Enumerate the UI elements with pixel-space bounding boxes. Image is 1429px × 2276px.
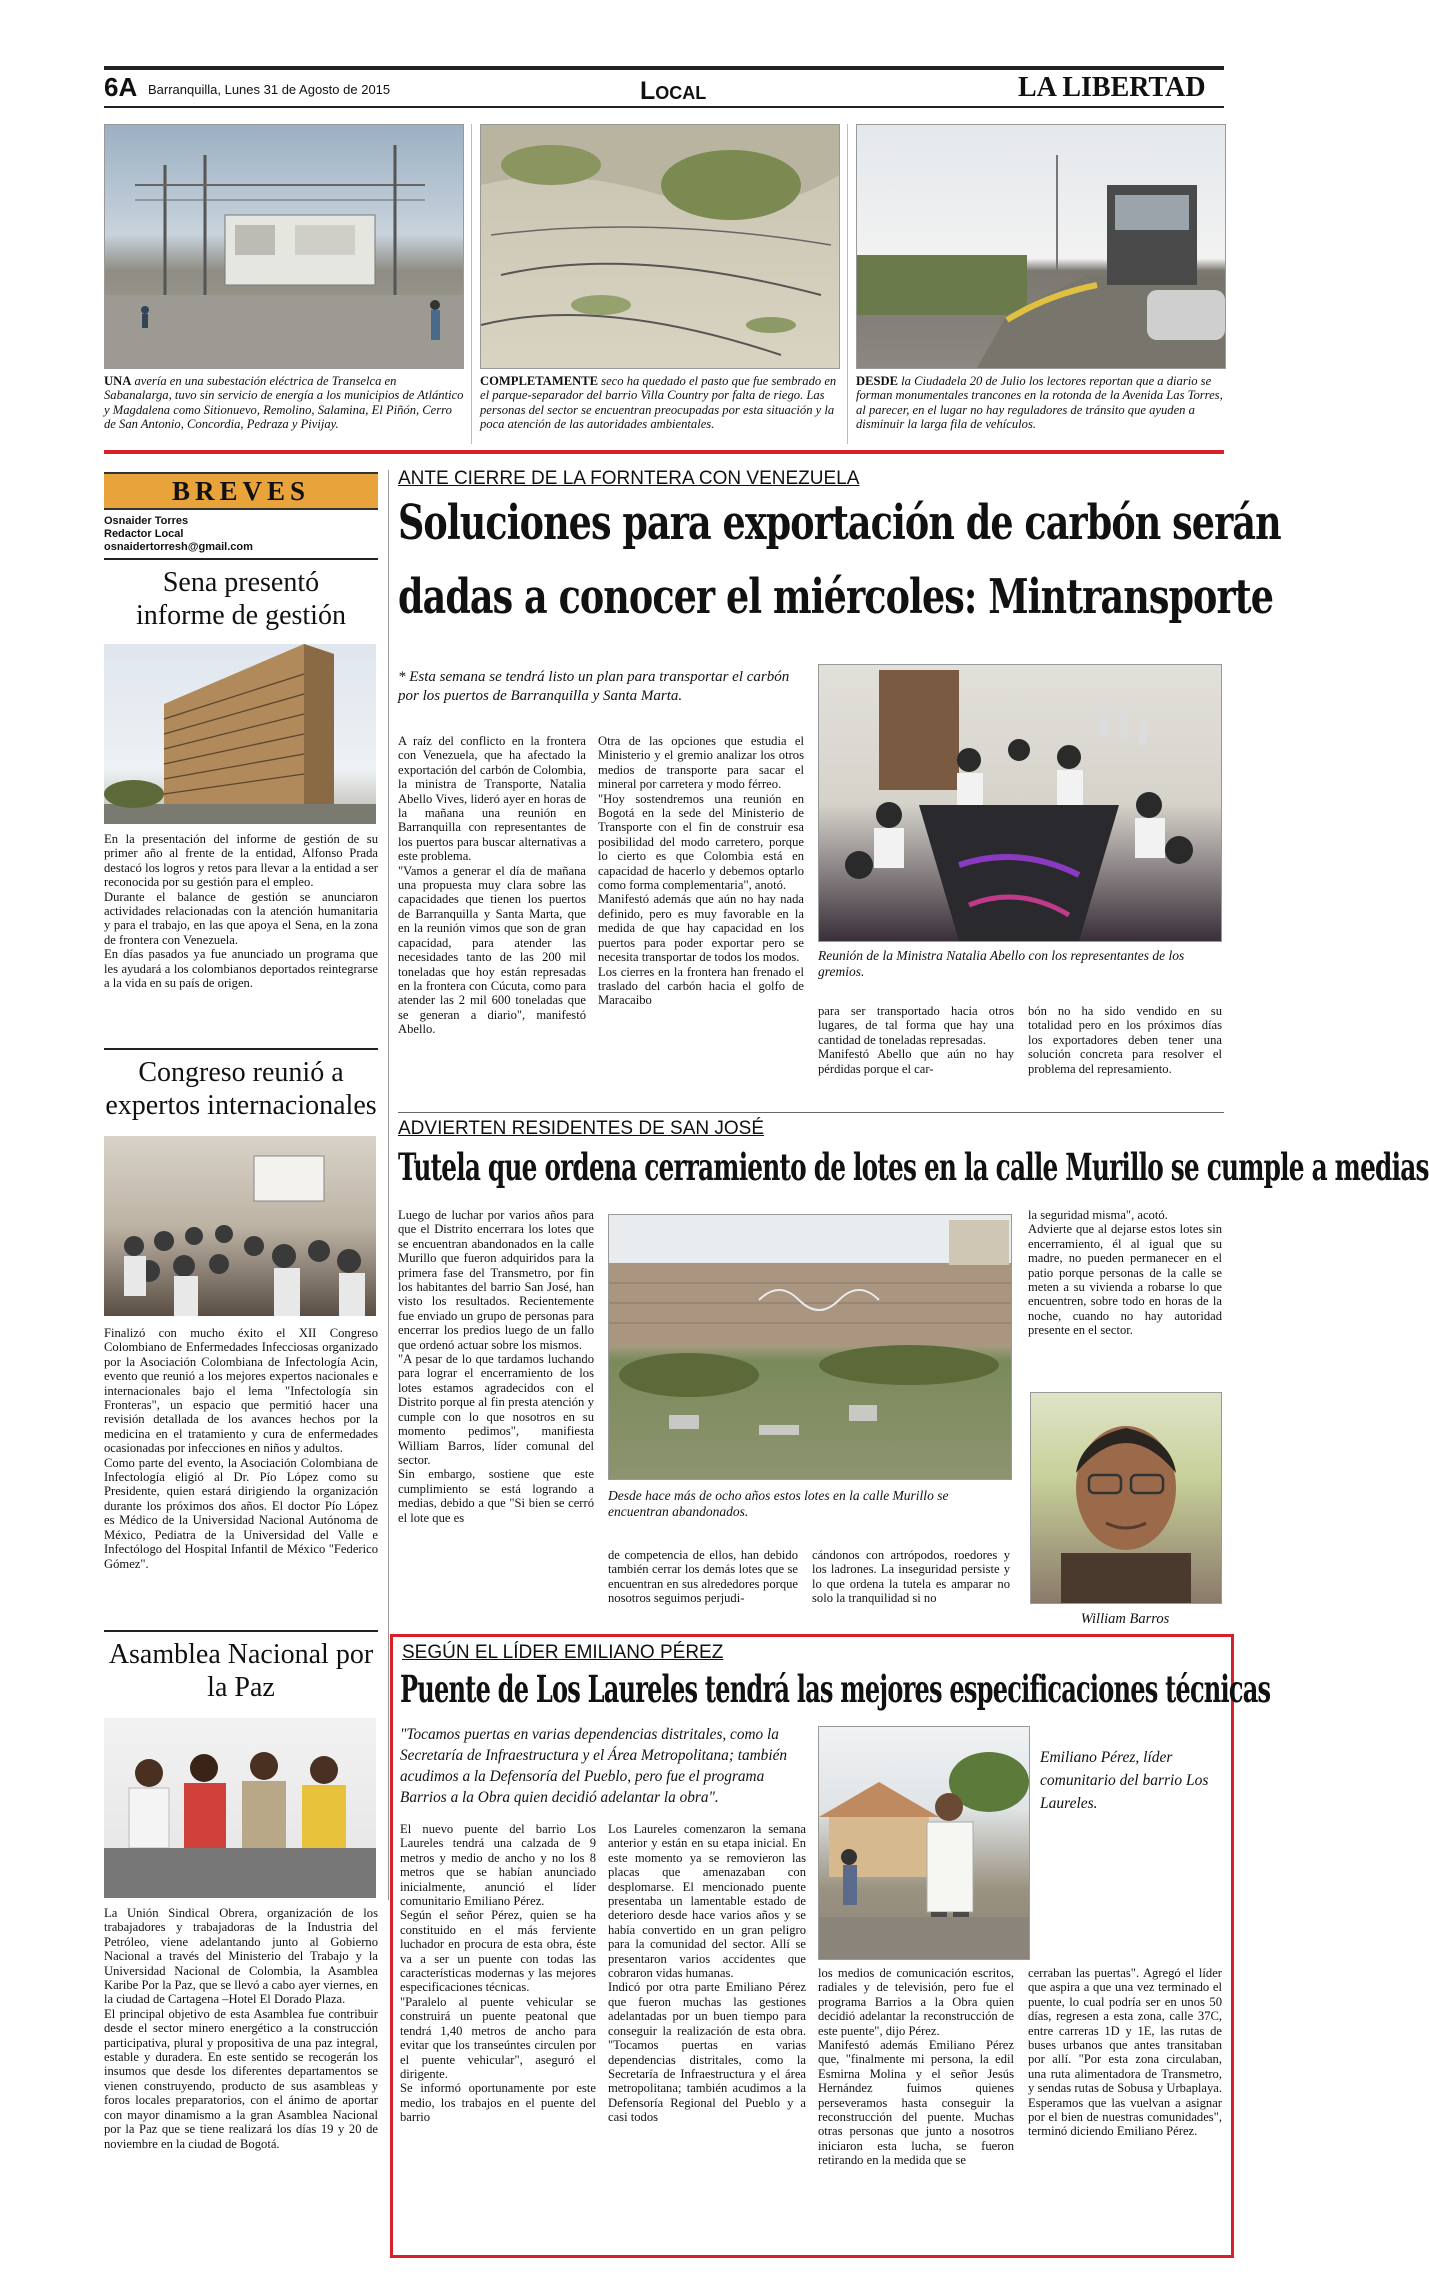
article-3-quote: "Tocamos puertas en varias dependencias distritales, como la Secretaría de Infraestructura y el Área Metropolitana; también acudimos a la Defensoría del Pueblo, pero fue el programa Barrios a la Obra quien decidió adelantar la obra".	[400, 1726, 788, 1806]
caption-text: la Ciudadela 20 de Julio los lectores reportan que a diario se forman monumentales trancones en la rotonda de la Avenida Las Torres, al parecer, en el lugar no hay reguladores de tránsito que ayuden a disminuir la larga fila de vehículos.	[856, 374, 1223, 432]
breves-rule-2	[104, 1048, 378, 1050]
abandoned-lots-photo	[608, 1214, 1012, 1480]
article-2-col-2: de competencia de ellos, han debido también cerrar los demás lotes que se encuentran en sus alrededores porque nosotros seguimos perjudi-	[608, 1548, 798, 1606]
breve-2-title: Congreso reunió a expertos internacionales	[105, 1057, 377, 1121]
article-2-photo-caption: Desde hace más de ocho años estos lotes en la calle Murillo se encuentran abandonados.	[608, 1488, 949, 1519]
dateline: Barranquilla, Lunes 31 de Agosto de 2015	[148, 82, 391, 97]
article-1-kicker: ANTE CIERRE DE LA FORNTERA CON VENEZUELA	[398, 468, 860, 489]
caption-lead: UNA	[104, 374, 132, 388]
article-1-headline-line-2: dadas a conocer el miércoles: Mintransporte	[398, 569, 1274, 625]
article-1-col-2: Otra de las opciones que estudia el Ministerio y el gremio analizar los otros medios de transporte para sacar el mineral por carretera y modo férreo. "Hoy sostendremos una reunión en Bogotá en la sede del Ministerio de Transporte con el fin de construir esa posibilidad del modo carretero, porque lo cierto es que Colombia está en capacidad de hacerlo y debemos optarlo como forma complementaria", anotó. Manifestó además que aún no hay nada definido, pero es muy favorable en la medida de que hay capacidad en los puertos para poder exportar pero se necesita transportar de todos los modos. Los cierres en la frontera han frenado el traslado del carbón hacia el golfo de Maracaibo	[598, 734, 804, 1008]
article-3-col-4: cerraban las puertas". Agregó el líder que aspira a que una vez terminado el puente, lo cual podría ser en unos 50 días, regresen a esta zona, calle 37C, entre carreras 1D y 1E, las rutas de buses urbanos que antes transitaban por allí. "Por esta zona circulaban, una ruta alimentadora de Transmetro, y sendas rutas de Sobusa y Urbaplaya. Esperamos que las vuelvan a asignar por el bien de nuestras comunidades", terminó diciendo Emiliano Pérez.	[1028, 1966, 1222, 2139]
article-1-col-3: para ser transportado hacia otros lugares, de tal forma que hay una cantidad de toneladas represadas. Manifestó Abello que aún no hay pérdidas porque el car-	[818, 1004, 1014, 1076]
breves-rule-3	[104, 1630, 378, 1632]
breves-banner	[104, 472, 378, 510]
breve-1-body: En la presentación del informe de gestión de su primer año al frente de la entidad, Alfonso Prada destacó los logros y retos para llevar a la entidad a ser reconocida por su gestión para el empleo. Durante el balance de gestión se anunciaron actividades relacionadas con la atención humanitaria y para el trabajo, en las que apoya el Sena, en la zona de frontera con Venezuela. En días pasados ya fue anunciado un programa que les ayudará a los colombianos deportados reintegrarse a la vida en su país de origen.	[104, 832, 378, 991]
dry-park-illustration	[481, 125, 839, 368]
dry-park-photo	[480, 124, 840, 369]
assembly-illustration	[104, 1718, 376, 1898]
perez-illustration	[819, 1727, 1029, 1959]
article-3-col-3: los medios de comunicación escritos, radiales y de televisión, pero fue el programa Barrios a la Obra quien decidió adelantar la reconstrucción de este puente", dijo Pérez. Manifestó además Emiliano Pérez que, "finalmente mi persona, la edil Esmirna Molina y el señor Jesús Hernández fuimos quienes perseveramos hasta conseguir la reconstrucción del puente. Muchas otras personas que junto a nosotros iniciaron esta lucha, se fueron retirando en la medida que se	[818, 1966, 1014, 2168]
substation-caption	[104, 374, 464, 432]
breves-rule-1	[104, 558, 378, 560]
breve-2-body: Finalizó con mucho éxito el XII Congreso Colombiano de Enfermedades Infecciosas organizado por la Asociación Colombiana de Infectología Acin, evento que reunió a los mejores expertos nacionales e internacionales bajo el lema "Infectología sin Fronteras", un espacio que permitió hacer una revisión detallada de los avances hechos por la medicina en el tratamiento y cura de enfermedades ocasionadas por infecciones en niños y adultos. Como parte del evento, la Asociación Colombiana de Infectología eligió al Dr. Pío López como su Presidente, quien estará dirigiendo la organización durante los próximos dos años. El doctor Pío López es Médico de la Universidad Nacional Autónoma de México, Pediatra de la Universidad del Valle e Infectólogo del Hospital Infantil de México "Federico Gómez".	[104, 1326, 378, 1571]
portrait-illustration	[1031, 1393, 1221, 1603]
lots-illustration	[609, 1215, 1011, 1479]
article-2-col-4: la seguridad misma", acotó. Advierte que al dejarse estos lotes sin encerramiento, él al igual que su madre, no pueden permanecer en el patio porque personas de la calle se meten a su vivienda a robarse lo que encuentren, sobre todo en horas de la noche, cuando no hay autoridad presente en el sector.	[1028, 1208, 1222, 1338]
article-1-headline-line-1: Soluciones para exportación de carbón serán	[398, 495, 1281, 551]
article-3-headline: Puente de Los Laureles tendrá las mejores especificaciones técnicas	[400, 1667, 1271, 1711]
article-2-kicker: ADVIERTEN RESIDENTES DE SAN JOSÉ	[398, 1118, 765, 1139]
header-bottom-rule	[104, 106, 1224, 108]
caption-lead: DESDE	[856, 374, 898, 388]
breve-3-title: Asamblea Nacional por la Paz	[108, 1639, 374, 1703]
william-barros-portrait	[1030, 1392, 1222, 1604]
photo-divider-2	[847, 124, 848, 444]
breves-email: osnaidertorresh@gmail.com	[104, 541, 253, 553]
breve-1-title: Sena presentó informe de gestión	[136, 567, 346, 631]
article-1-col-1: A raíz del conflicto en la frontera con Venezuela, que ha afectado la exportación del carbón de Colombia, la ministra de Transporte, Natalia Abello Vives, lideró ayer en horas de la mañana una reunión en Barranquilla con representantes de los puertos para buscar alternativas a este problema. "Vamos a generar el día de mañana una propuesta muy clara sobre las capacidades que tienen los puertos de Barranquilla y Santa Marta, que en la reunión vimos que son de gran capacidad, para atender las necesidades tanto de las 200 mil toneladas que hoy están represadas en la frontera con Cúcuta, como para atender las 2 mil 600 toneladas que se generan a diario", manifestó Abello.	[398, 734, 586, 1037]
article-2-col-3: cándonos con artrópodos, roedores y los ladrones. La inseguridad persiste y lo que ordena la tutela es amparar no solo la tranquilidad si no	[812, 1548, 1010, 1606]
article-1-summary: * Esta semana se tendrá listo un plan para transportar el carbón por los puertos de Barranquilla y Santa Marta.	[398, 669, 790, 704]
header-top-rule	[104, 66, 1224, 70]
congress-photo	[104, 1136, 376, 1316]
breves-author: Osnaider Torres	[104, 515, 189, 527]
building-illustration	[104, 644, 376, 824]
traffic-caption	[856, 374, 1224, 432]
caption-lead: COMPLETAMENTE	[480, 374, 599, 388]
left-column-divider	[388, 470, 389, 1900]
meeting-illustration	[819, 665, 1221, 941]
article-1-bottom-rule	[398, 1112, 1224, 1113]
breve-3-body: La Unión Sindical Obrera, organización de los trabajadores y trabajadoras de la Industria del Petróleo, viene adelantando junto al Gobierno Nacional a través del Ministerio del Trabajo y la Universidad Nacional de Colombia, la Asamblea Karibe Por la Paz, que se llevó a cabo ayer viernes, en la ciudad de Cartagena –Hotel El Dorado Plaza. El principal objetivo de esta Asamblea fue contribuir desde el sector minero energético a la construcción participativa, plural y propositiva de una paz integral, estable y duradera. En este sentido se recogerán los insumos que desde los diferentes departamentos se vienen construyendo, producto de sus asambleas y foros locales preparatorios, con el ánimo de aportar con mayor dinamismo a la gran Asamblea Nacional por la Paz que se tiene realizará los días 19 y 20 de noviembre en la ciudad de Bogotá.	[104, 1906, 378, 2151]
article-3-col-1: El nuevo puente del barrio Los Laureles tendrá una calzada de 9 metros y medio de ancho y no los 8 metros que se habían anunciado inicialmente, anunció el líder comunitario Emiliano Pérez. Según el señor Pérez, quien se ha constituido en el más ferviente luchador en procura de esta obra, éste va a ser un puente con todas las características modernas y las mejores especificaciones técnicas. "Paralelo al puente vehicular se construirá un puente peatonal que tendrá 1,40 metros de ancho para evitar que los transeúntes circulen por el puente vehicular", aseguró el dirigente. Se informó oportunamente por este medio, los trabajos en el puente del barrio	[400, 1822, 596, 2125]
breves-role: Redactor Local	[104, 528, 184, 540]
sena-building-photo	[104, 644, 376, 824]
substation-photo	[104, 124, 464, 369]
article-3-photo-caption: Emiliano Pérez, líder comunitario del barrio Los Laureles.	[1040, 1749, 1209, 1812]
caption-text: avería en una subestación eléctrica de Transelca en Sabanalarga, tuvo sin servicio de energía a los municipios de Atlántico y Magdalena como Sitionuevo, Remolino, Salamina, El Piñón, Cerro de San Antonio, Concordia, Pedraza y Pivijay.	[104, 374, 464, 432]
emiliano-perez-photo	[818, 1726, 1030, 1960]
section-name: Local	[640, 77, 707, 105]
article-3-kicker: SEGÚN EL LÍDER EMILIANO PÉREZ	[402, 1642, 724, 1663]
william-barros-caption: William Barros	[1080, 1611, 1170, 1627]
traffic-photo	[856, 124, 1226, 369]
breves-title: BREVES	[171, 476, 311, 506]
traffic-illustration	[857, 125, 1225, 368]
substation-illustration	[105, 125, 463, 368]
article-1-col-4: bón no ha sido vendido en su totalidad pero en los próximos días los exportadores deben tener una solución concreta para resolver el problema del represamiento.	[1028, 1004, 1222, 1076]
congress-illustration	[104, 1136, 376, 1316]
assembly-photo	[104, 1718, 376, 1898]
caption-text: seco ha quedado el pasto que fue sembrado en el parque-separador del barrio Villa Country por falta de riego. Las personas del sector se encuentran preocupadas por esta situación y la poca atención de las autoridades ambientales.	[480, 374, 837, 432]
photo-divider-1	[471, 124, 472, 444]
article-1-photo-caption: Reunión de la Ministra Natalia Abello con los representantes de los gremios.	[818, 948, 1185, 979]
article-3-col-2: Los Laureles comenzaron la semana anterior y están en su etapa inicial. En este momento ya se removieron las placas que amenazaban con desplomarse. El mencionado puente presentaba un lamentable estado de deterioro desde hace varios años y se había convertido en un gran peligro para la comunidad del sector. Allí se presentaron varios accidentes que cobraron vidas humanas. Indicó por otra parte Emiliano Pérez que fueron muchas las gestiones adelantadas por un buen tiempo para conseguir la realización de esta obra. "Tocamos puertas en varias dependencias distritales, como la Secretaría de Infraestructura y el área metropolitana; también acudimos a la Defensoría Regional del Pueblo y a casi todos	[608, 1822, 806, 2125]
page-number: 6A	[104, 72, 138, 102]
ministry-meeting-photo	[818, 664, 1222, 942]
article-2-col-1: Luego de luchar por varios años para que el Distrito encerrara los lotes que se encuentran abandonados en la calle Murillo que fueron adquiridos para la primera fase del Transmetro, por fin los habitantes del barrio San José, han visto los resultados. Recientemente fue enviado un grupo de personas para encerrar los predios luego de un fallo que ordenó actuar sobre los mismos. "A pesar de lo que tardamos luchando para lograr el encerramiento de los lotes estamos agradecidos con el Distrito porque al fin presta atención y cumple con lo que nosotros en su momento pedimos", manifiesta William Barros, líder comunal del sector. Sin embargo, sostiene que este cumplimiento se está logrando a medias, debido a que "Si bien se cerró el lote que es	[398, 1208, 594, 1525]
newspaper-name: LA LIBERTAD	[1018, 72, 1206, 103]
dry-park-caption	[480, 374, 840, 432]
top-section-red-rule	[104, 450, 1224, 454]
article-2-headline: Tutela que ordena cerramiento de lotes en la calle Murillo se cumple a medias	[398, 1145, 1429, 1189]
